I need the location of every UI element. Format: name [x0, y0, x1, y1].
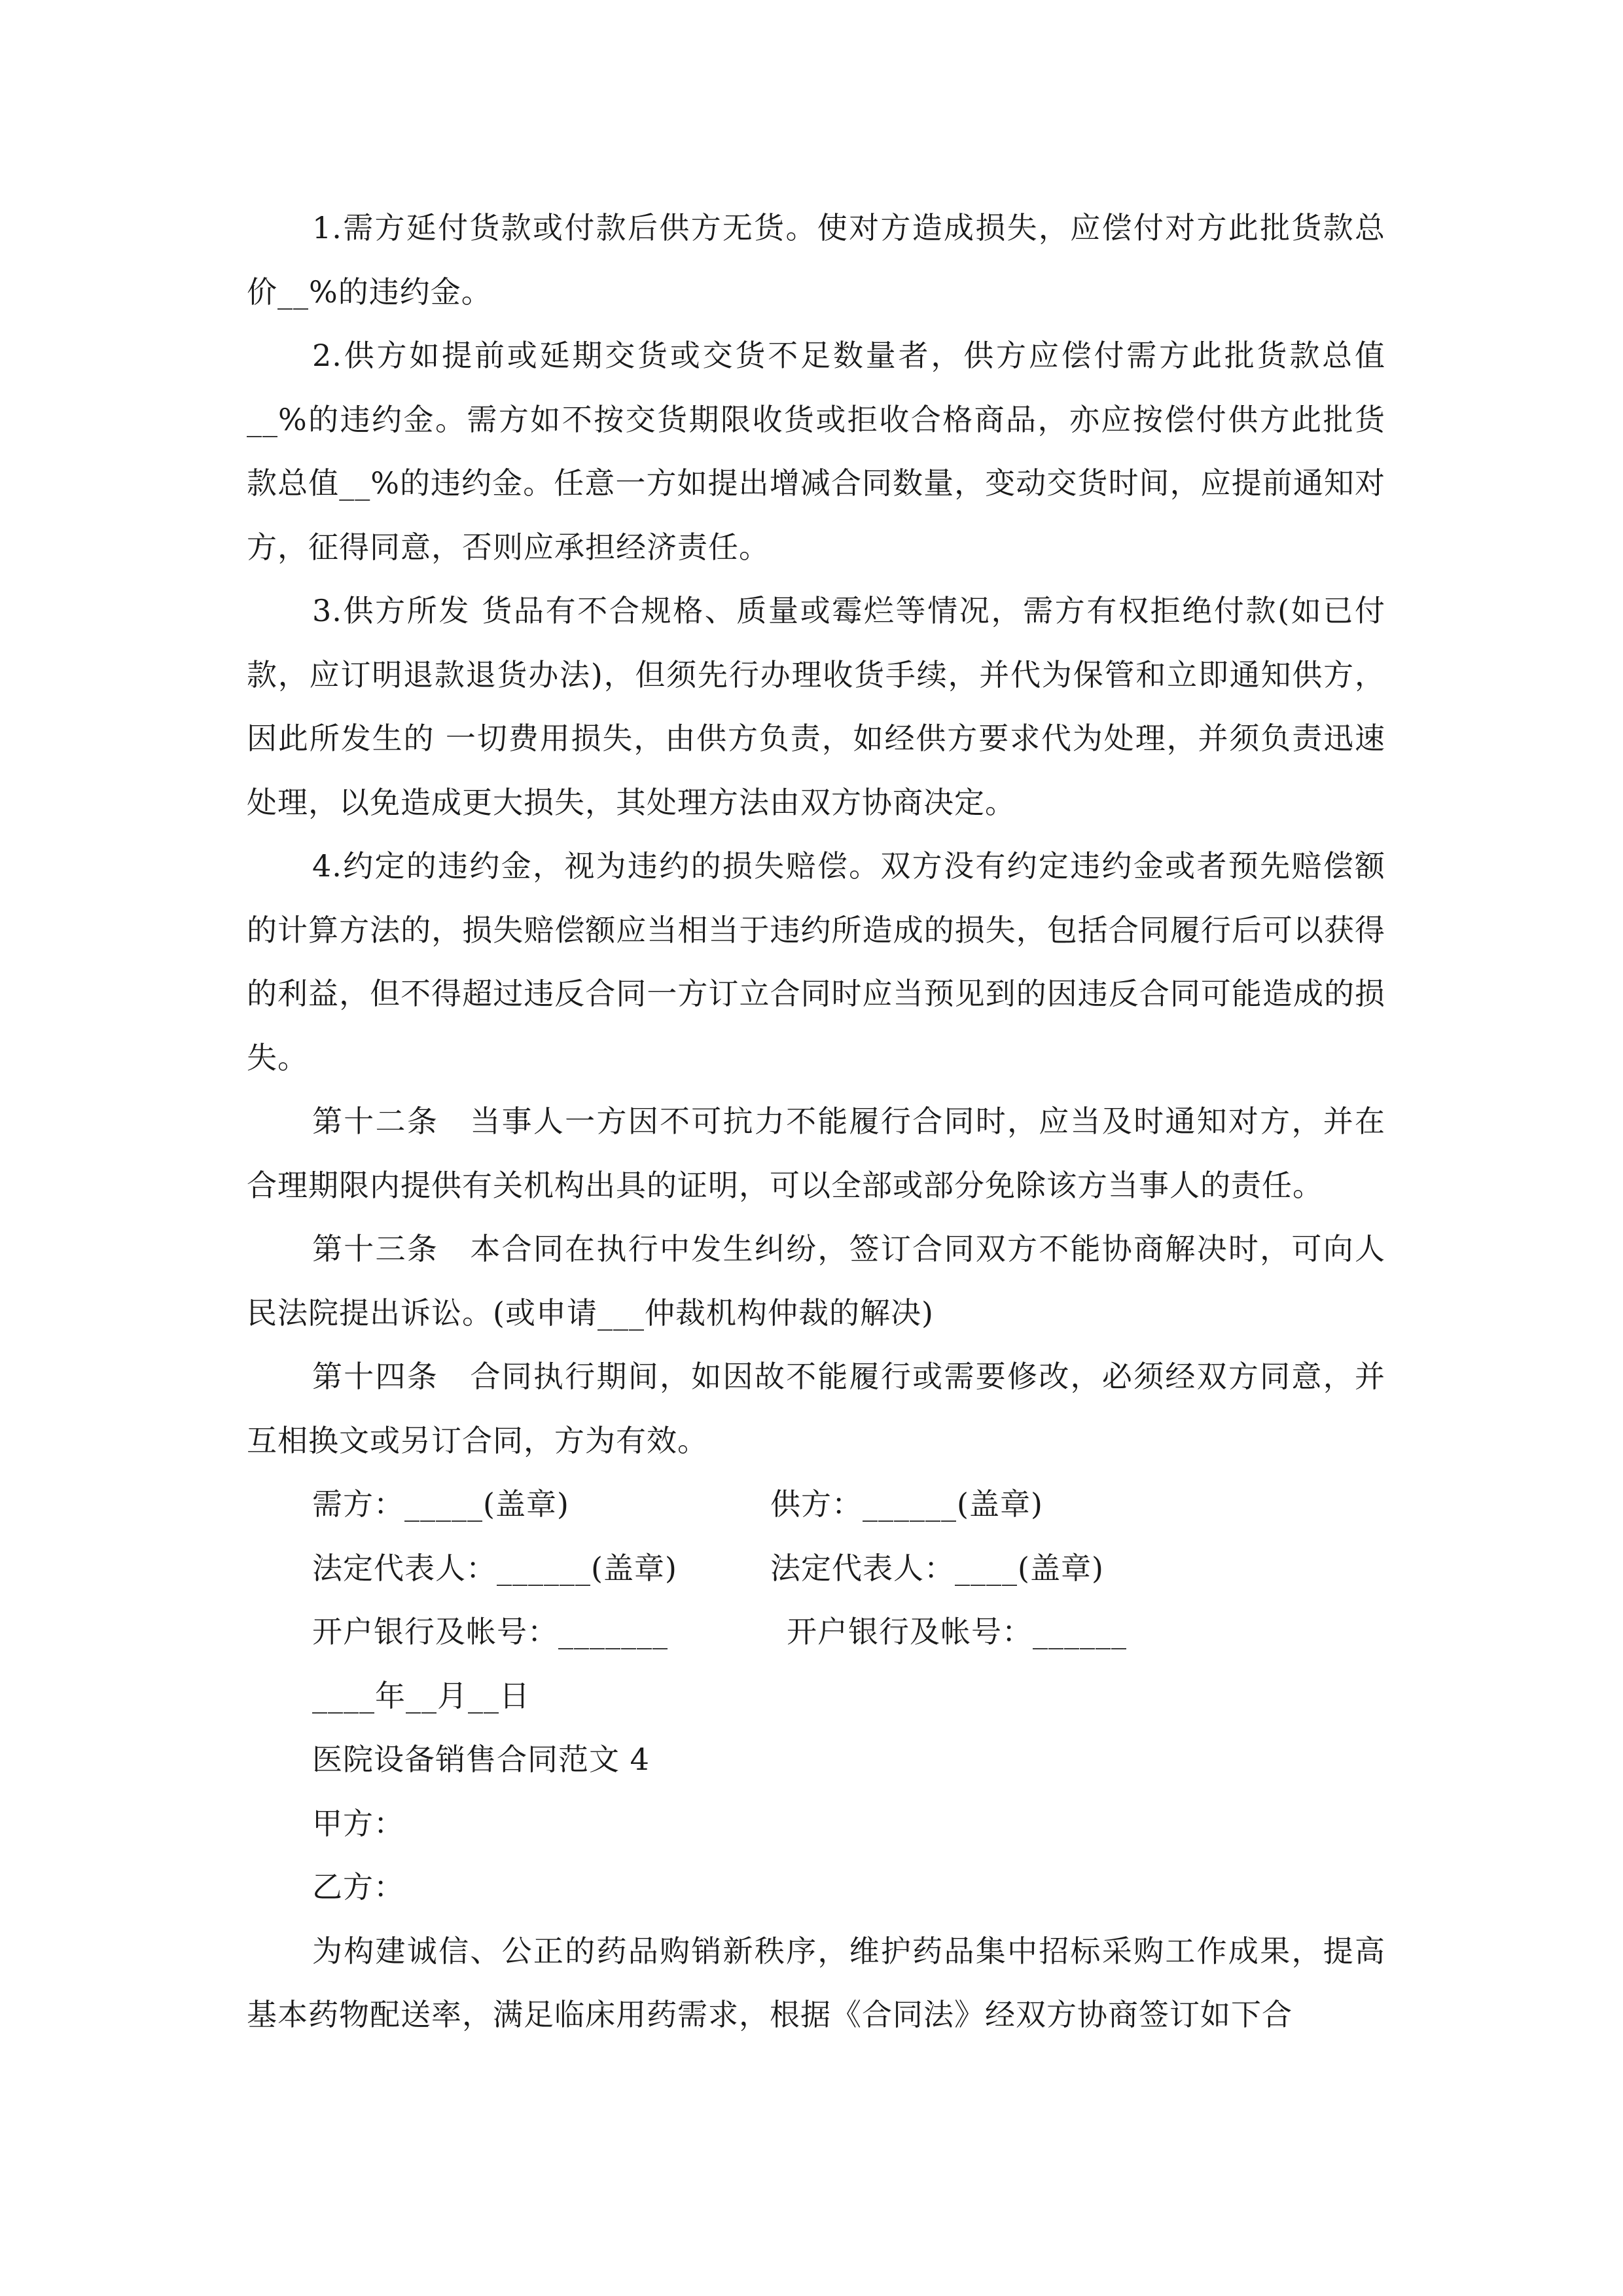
party-b-label: 乙方： [312, 1869, 404, 1905]
article-13: 第十三条 本合同在执行中发生纠纷，签订合同双方不能协商解决时，可向人民法院提出诉讼。(或申请___仲裁机构仲裁的解决) [247, 1231, 1385, 1331]
article-14: 第十四条 合同执行期间，如因故不能履行或需要修改，必须经双方同意，并互相换文或另订合同，方为有效。 [247, 1359, 1385, 1458]
signature-row-representatives [247, 1537, 1385, 1601]
contract-body [247, 196, 1385, 2047]
buyer-signature: 需方：_____(盖章) [312, 1486, 569, 1522]
signature-row-bank [247, 1600, 1385, 1664]
seller-signature: 供方：______(盖章) [770, 1486, 1043, 1522]
clause-penalty-3: 3.供方所发 货品有不合规格、质量或霉烂等情况，需方有权拒绝付款(如已付款，应订明退款退货办法)，但须先行办理收货手续，并代为保管和立即通知供方，因此所发生的 一切费用损失，由供方负责，如经供方要求代为处理，并须负责迅速处理，以免造成更大损失，其处理方法由双方协商决定。 [247, 593, 1385, 820]
clause-penalty-2: 2.供方如提前或延期交货或交货不足数量者，供方应偿付需方此批货款总值__%的违约金。需方如不按交货期限收货或拒收合格商品，亦应按偿付供方此批货 款总值__%的违约金。任意一方如提出增减合同数量，变动交货时间，应提前通知对方，征得同意，否则应承担经济责任。 [247, 338, 1385, 565]
party-a-label: 甲方： [312, 1805, 404, 1841]
article-12: 第十二条 当事人一方因不可抗力不能履行合同时，应当及时通知对方，并在合理期限内提供有关机构出具的证明，可以全部或部分免除该方当事人的责任。 [247, 1103, 1385, 1203]
clause-penalty-1: 1.需方延付货款或付款后供方无货。使对方造成损失，应偿付对方此批货款总价__%的违约金。 [247, 210, 1385, 310]
seller-bank-account: 开户银行及帐号：______ [787, 1614, 1127, 1649]
buyer-bank-account: 开户银行及帐号：_______ [312, 1614, 668, 1649]
seller-representative: 法定代表人：____(盖章) [770, 1550, 1104, 1586]
preamble-paragraph: 为构建诚信、公正的药品购销新秩序，维护药品集中招标采购工作成果，提高基本药物配送率，满足临床用药需求，根据《合同法》经双方协商签订如下合 [247, 1933, 1385, 2032]
section-title: 医院设备销售合同范文 4 [312, 1742, 650, 1777]
signing-date: ____年__月__日 [312, 1677, 530, 1713]
signature-row-parties [247, 1473, 1385, 1537]
clause-penalty-4: 4.约定的违约金，视为违约的损失赔偿。双方没有约定违约金或者预先赔偿额的计算方法的，损失赔偿额应当相当于违约所造成的损失，包括合同履行后可以获得的利益，但不得超过违反合同一方订立合同时应当预见到的因违反合同可能造成的损失。 [247, 848, 1385, 1075]
buyer-representative: 法定代表人：______(盖章) [312, 1550, 677, 1586]
